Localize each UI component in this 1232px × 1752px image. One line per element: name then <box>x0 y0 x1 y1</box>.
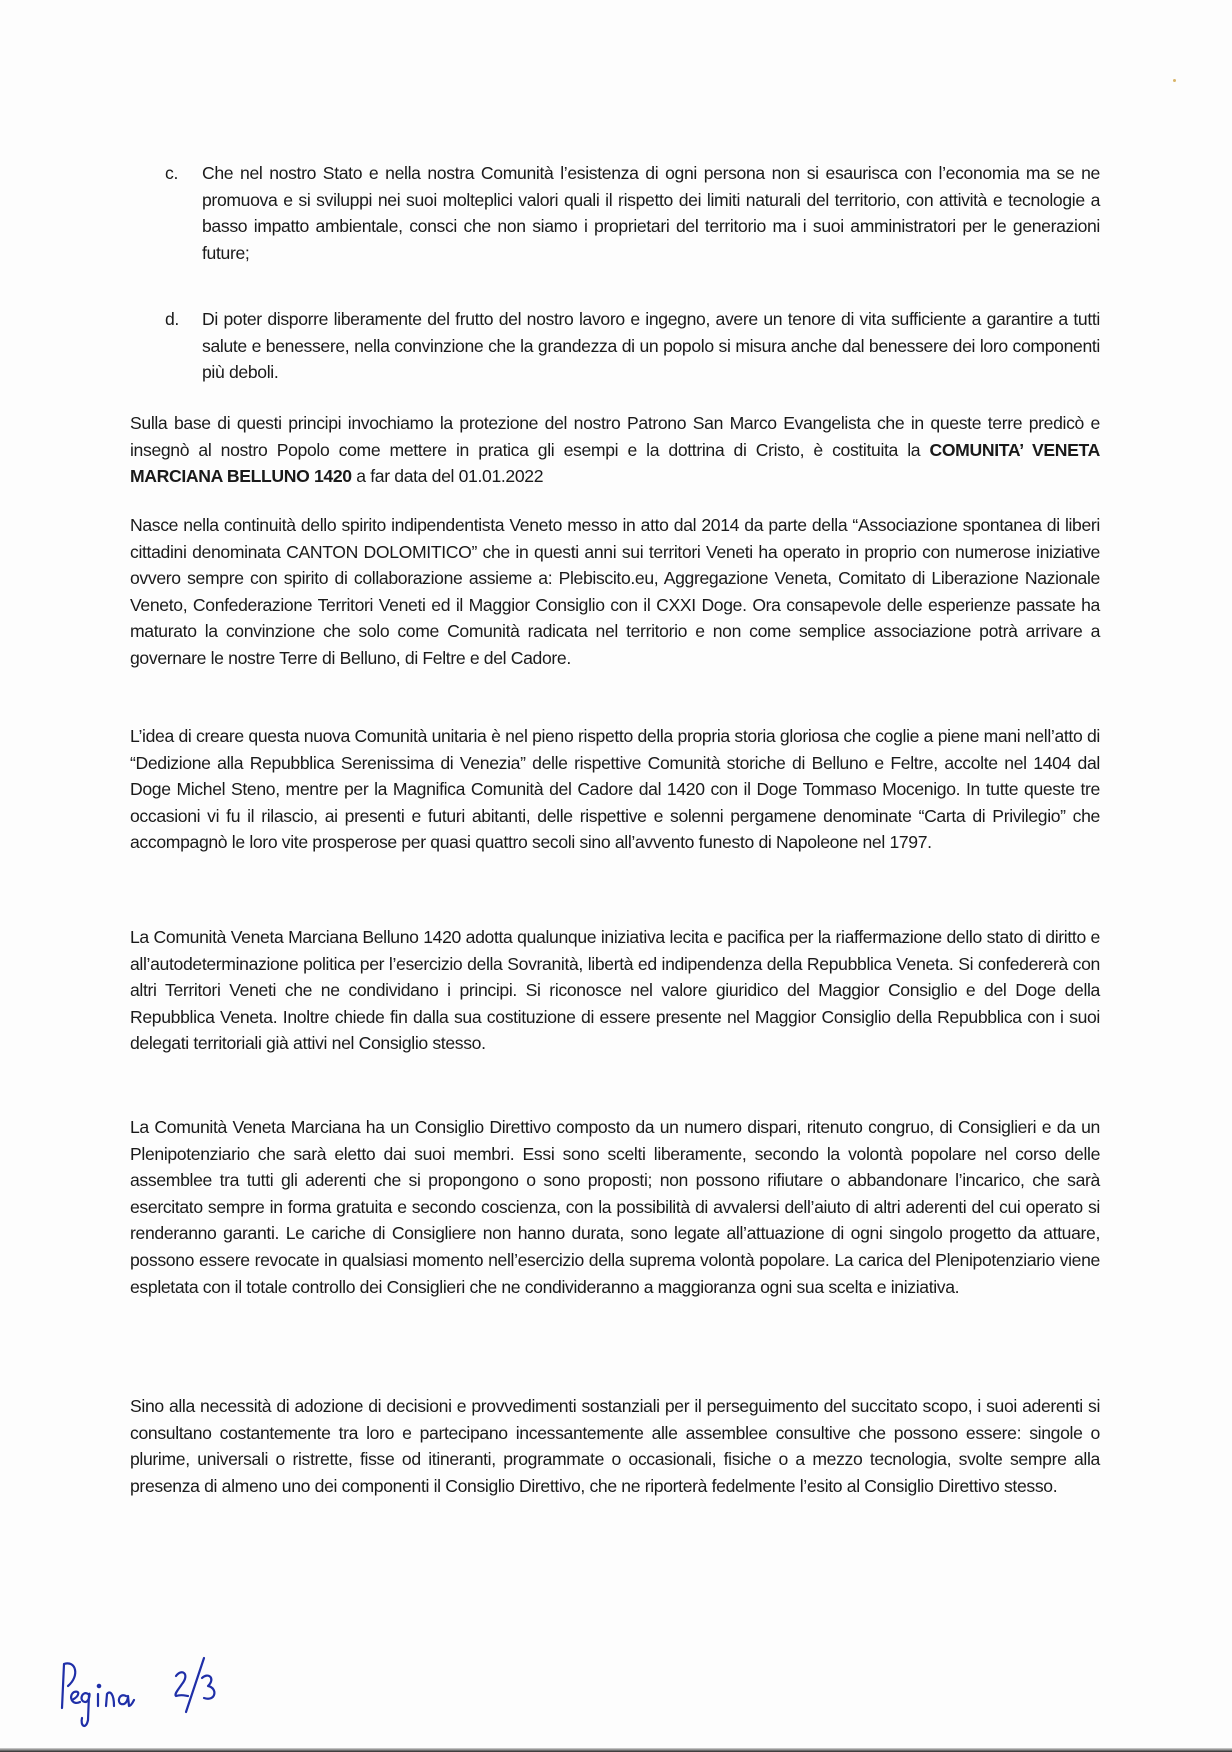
list-item-text: Che nel nostro Stato e nella nostra Comunità l’esistenza di ogni persona non si esaurisca con l’economia ma se ne promuova e si sviluppi nei suoi molteplici valori quali il rispetto dei limiti naturali del territorio, con attività e tecnologie a basso impatto ambientale, consci che non siamo i proprietari del territorio ma i suoi amministratori per le generazioni future; <box>202 163 1100 263</box>
paragraph-text: a far data del 01.01.2022 <box>351 466 544 487</box>
list-item-c <box>165 160 1100 270</box>
scan-speck <box>1173 79 1176 82</box>
list-item-text: Di poter disporre liberamente del frutto del nostro lavoro e ingegno, avere un tenore di vita sufficiente a garantire a tutti salute e benessere, nella convinzione che la grandezza di un popolo si misura anche dal benessere dei loro componenti più deboli. <box>202 309 1100 383</box>
list-marker: d. <box>165 309 179 329</box>
paragraph-origins: Nasce nella continuità dello spirito indipendentista Veneto messo in atto dal 2014 da parte della “Associazione spontanea di liberi cittadini denominata CANTON DOLOMITICO” che in questi anni sui territori Veneti ha operato in proprio con numerose iniziative ovvero sempre con spirito di collaborazione assieme a: Plebiscito.eu, Aggregazione Veneta, Comitato di Liberazione Nazionale Veneto, Confederazione Territori Veneti ed il Maggior Consiglio con il CXXI Doge. Ora consapevole delle esperienze passate ha maturato la convinzione che solo come Comunità radicata nel territorio e non come semplice associazione potrà arrivare a governare le nostre Terre di Belluno, di Feltre e del Cadore. <box>130 515 1100 668</box>
paragraph-assemblies: Sino alla necessità di adozione di decisioni e provvedimenti sostanziali per il perseguimento del succitato scopo, i suoi aderenti si consultano costantemente tra loro e partecipano incessantemente alle assemblee consultive che possono essere: singole o plurime, universali o ristrette, fisse od itineranti, programmate o occasionali, fisiche o a mezzo tecnologia, svolte sempre alla presenza di almeno uno dei componenti il Consiglio Direttivo, che ne riporterà fedelmente l’esito al Consiglio Direttivo stesso. <box>130 1396 1100 1496</box>
handwritten-pagina-icon <box>58 1650 238 1735</box>
paragraph-objectives: La Comunità Veneta Marciana Belluno 1420 adotta qualunque iniziativa lecita e pacifica per la riaffermazione dello stato di diritto e all’autodeterminazione politica per l’esercizio della Sovranità, libertà ed indipendenza della Repubblica Veneta. Si confedererà con altri Territori Veneti che ne condividano i principi. Si riconosce nel valore giuridico del Maggior Consiglio e del Doge della Repubblica Veneta. Inoltre chiede fin dalla sua costituzione di essere presente nel Maggior Consiglio della Repubblica con i suoi delegati territoriali già attivi nel Consiglio stesso. <box>130 927 1100 1054</box>
community-name: COMUNITA’ VENETA MARCIANA BELLUNO 1420 <box>130 439 1100 487</box>
list-marker: c. <box>165 163 178 183</box>
paragraph-text: Sulla base di questi principi invochiamo la protezione del nostro Patrono San Marco Evangelista che in queste terre predicò e insegnò al nostro Popolo come mettere in pratica gli esempi e la dottrina di Cristo, è costituita la <box>130 413 1100 460</box>
paragraph-constitution <box>130 410 1100 490</box>
paragraph-history: L’idea di creare questa nuova Comunità unitaria è nel pieno rispetto della propria storia gloriosa che coglie a piene mani nell’atto di “Dedizione alla Repubblica Serenissima di Venezia” delle rispettive Comunità storiche di Belluno e Feltre, accolte nel 1404 dal Doge Michel Steno, mentre per la Magnifica Comunità del Cadore dal 1420 con il Doge Tommaso Mocenigo. In tutte queste tre occasioni vi fu il rilascio, ai presenti e futuri abitanti, delle rispettive e solenni pergamene denominate “Carta di Privilegio” che accompagnò le loro vite prosperose per quasi quattro secoli sino all’avvento funesto di Napoleone nel 1797. <box>130 726 1100 853</box>
handwritten-page-number <box>58 1650 238 1735</box>
list-item-d <box>165 306 1100 388</box>
scan-edge <box>0 1748 1232 1752</box>
paragraph-council: La Comunità Veneta Marciana ha un Consiglio Direttivo composto da un numero dispari, ritenuto congruo, di Consiglieri e da un Plenipotenziario che sarà eletto dai suoi membri. Essi sono scelti liberamente, secondo la volontà popolare nel corso delle assemblee tra tutti gli aderenti che si propongono o sono proposti; non possono rifiutare o abbandonare l’incarico, che sarà esercitato sempre in forma gratuita e secondo coscienza, con la possibilità di avvalersi dell’aiuto di altri aderenti del cui operato si renderanno garanti. Le cariche di Consigliere non hanno durata, sono legate all’attuazione di ogni singolo progetto da attuare, possono essere revocate in qualsiasi momento nell’esercizio della suprema volontà popolare. La carica del Plenipotenziario viene espletata con il totale controllo dei Consiglieri che ne condivideranno a maggioranza ogni sua scelta e iniziativa. <box>130 1117 1100 1297</box>
